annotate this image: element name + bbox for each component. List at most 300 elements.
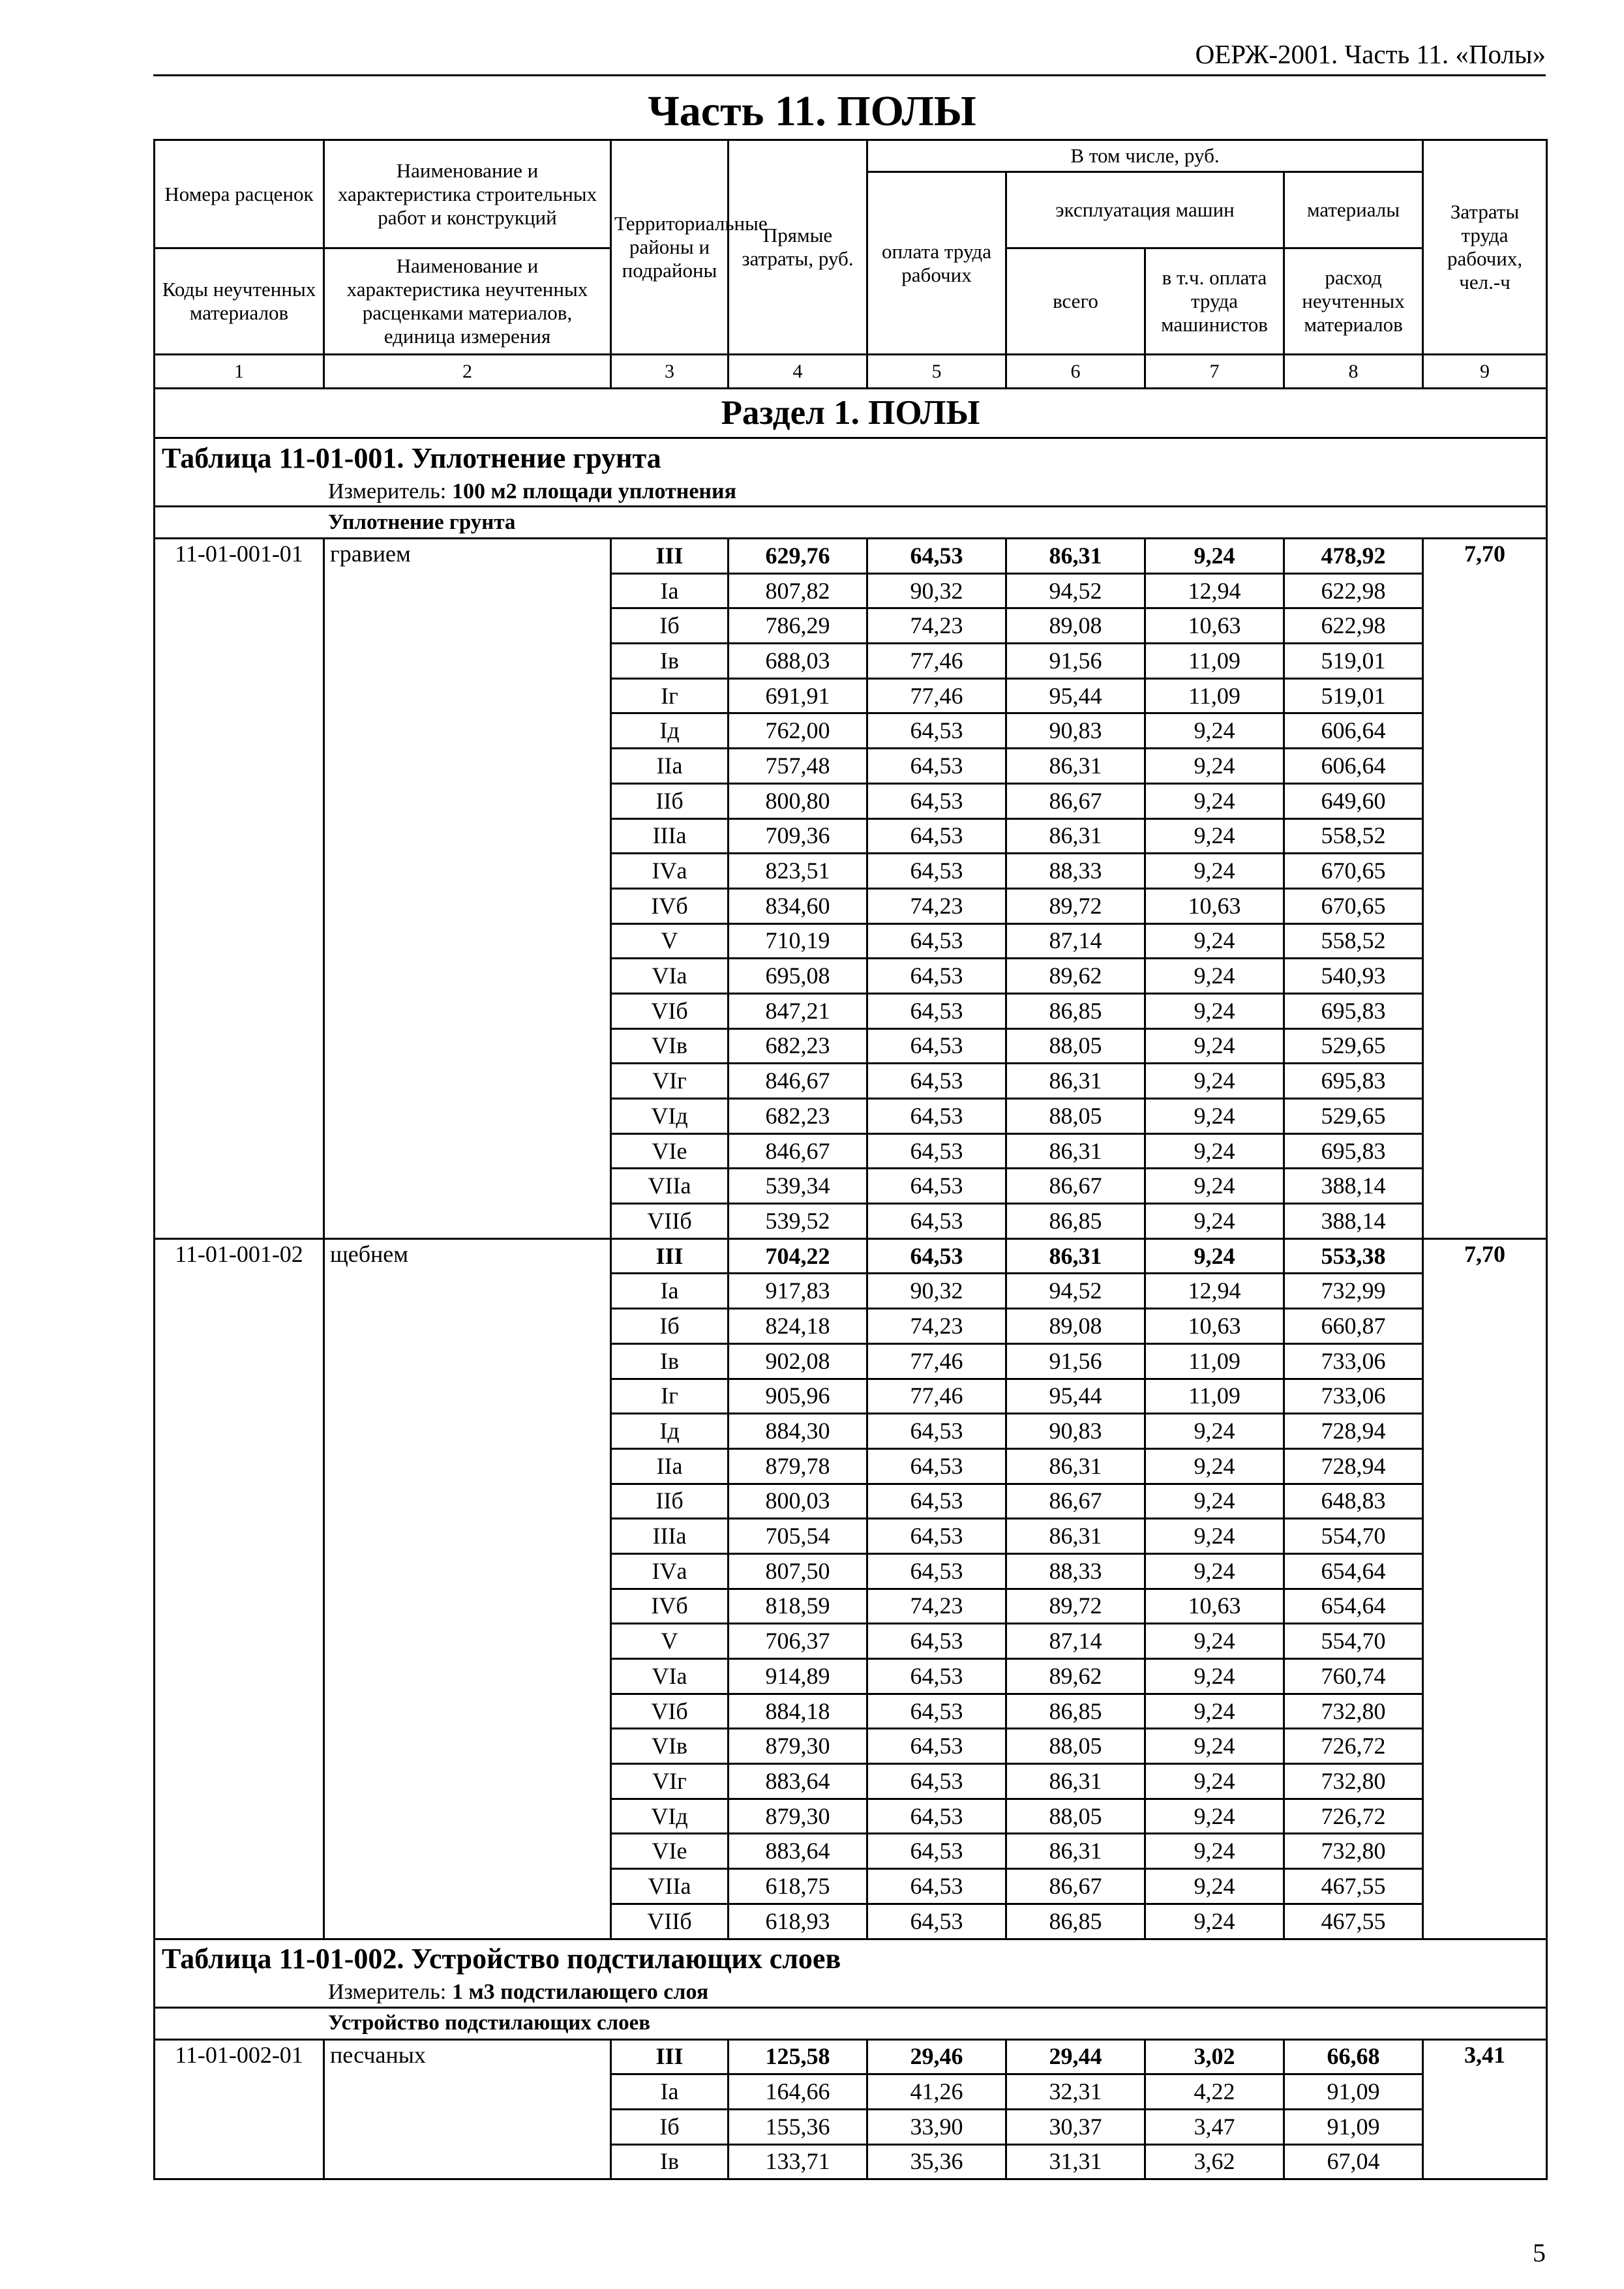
direct-costs: 706,37 bbox=[729, 1624, 867, 1659]
machine-total: 91,56 bbox=[1006, 644, 1145, 679]
territory-district: IIа bbox=[611, 1448, 729, 1484]
direct-costs: 762,00 bbox=[729, 713, 867, 749]
machine-total: 91,56 bbox=[1006, 1343, 1145, 1379]
worker-wages: 64,53 bbox=[867, 1169, 1006, 1204]
included-header: В том числе, руб. bbox=[867, 140, 1423, 172]
direct-costs: 629,76 bbox=[729, 539, 867, 574]
worker-wages: 64,53 bbox=[867, 1414, 1006, 1449]
materials-cost: 660,87 bbox=[1284, 1309, 1423, 1344]
materials-cost: 558,52 bbox=[1284, 818, 1423, 854]
direct-costs: 155,36 bbox=[729, 2109, 867, 2144]
worker-wages: 74,23 bbox=[867, 1309, 1006, 1344]
materials-cost: 606,64 bbox=[1284, 749, 1423, 784]
machinist-wages: 10,63 bbox=[1145, 1309, 1284, 1344]
direct-costs: 705,54 bbox=[729, 1519, 867, 1554]
materials-cost: 648,83 bbox=[1284, 1484, 1423, 1519]
machinist-wages: 10,63 bbox=[1145, 1589, 1284, 1624]
direct-costs: 807,50 bbox=[729, 1553, 867, 1589]
worker-wages: 64,53 bbox=[867, 1484, 1006, 1519]
worker-wages: 64,53 bbox=[867, 1238, 1006, 1274]
machinist-wages: 9,24 bbox=[1145, 749, 1284, 784]
col-1-top-header: Номера расценок bbox=[155, 140, 324, 248]
machines-header: эксплуатация машин bbox=[1006, 172, 1284, 248]
direct-costs: 539,34 bbox=[729, 1169, 867, 1204]
worker-wages: 64,53 bbox=[867, 1624, 1006, 1659]
territory-district: IIб bbox=[611, 1484, 729, 1519]
territory-district: VIб bbox=[611, 1694, 729, 1729]
worker-wages: 33,90 bbox=[867, 2109, 1006, 2144]
machine-total: 86,85 bbox=[1006, 1904, 1145, 1939]
direct-costs: 818,59 bbox=[729, 1589, 867, 1624]
machine-total: 86,67 bbox=[1006, 1484, 1145, 1519]
running-header: ОЕРЖ-2001. Часть 11. «Полы» bbox=[1195, 39, 1546, 69]
machinist-wages: 9,24 bbox=[1145, 854, 1284, 889]
worker-wages: 64,53 bbox=[867, 1694, 1006, 1729]
machinist-wages: 11,09 bbox=[1145, 1343, 1284, 1379]
machine-total: 31,31 bbox=[1006, 2144, 1145, 2179]
col-2-bottom-header: Наименование и характеристика неучтенных расценками материалов, единица измерения bbox=[324, 248, 611, 355]
measure-cell bbox=[155, 477, 1547, 507]
materials-cost: 467,55 bbox=[1284, 1869, 1423, 1904]
measure-value: 100 м2 площади уплотнения bbox=[452, 479, 736, 503]
materials-cost: 553,38 bbox=[1284, 1238, 1423, 1274]
materials-cost: 760,74 bbox=[1284, 1659, 1423, 1694]
machinist-wages: 9,24 bbox=[1145, 1764, 1284, 1799]
worker-wages: 64,53 bbox=[867, 539, 1006, 574]
territory-district: VIг bbox=[611, 1064, 729, 1099]
territory-district: Iв bbox=[611, 644, 729, 679]
worker-wages: 64,53 bbox=[867, 713, 1006, 749]
machinist-wages: 9,24 bbox=[1145, 1553, 1284, 1589]
worker-wages: 29,46 bbox=[867, 2039, 1006, 2074]
territory-district: VIIб bbox=[611, 1204, 729, 1239]
materials-cost: 728,94 bbox=[1284, 1448, 1423, 1484]
col-5-header: оплата труда рабочих bbox=[867, 172, 1006, 355]
territory-district: IIа bbox=[611, 749, 729, 784]
machinist-wages: 12,94 bbox=[1145, 1274, 1284, 1309]
materials-cost: 695,83 bbox=[1284, 993, 1423, 1028]
territory-district: VIг bbox=[611, 1764, 729, 1799]
territory-district: Iб bbox=[611, 1309, 729, 1344]
machinist-wages: 9,24 bbox=[1145, 1834, 1284, 1869]
table-row bbox=[155, 2039, 1547, 2074]
measure-row bbox=[155, 1978, 1547, 2008]
territory-district: IVб bbox=[611, 888, 729, 923]
materials-cost: 606,64 bbox=[1284, 713, 1423, 749]
machinist-wages: 3,62 bbox=[1145, 2144, 1284, 2179]
materials-cost: 622,98 bbox=[1284, 573, 1423, 608]
worker-wages: 77,46 bbox=[867, 644, 1006, 679]
territory-district: V bbox=[611, 1624, 729, 1659]
measure-cell bbox=[155, 1978, 1547, 2008]
column-number: 6 bbox=[1006, 355, 1145, 389]
page-number: 5 bbox=[1533, 2238, 1546, 2267]
worker-wages: 64,53 bbox=[867, 1904, 1006, 1939]
table-title-row bbox=[155, 438, 1547, 477]
direct-costs: 879,78 bbox=[729, 1448, 867, 1484]
territory-district: Iв bbox=[611, 1343, 729, 1379]
machinist-wages: 9,24 bbox=[1145, 1869, 1284, 1904]
territory-district: IIIа bbox=[611, 1519, 729, 1554]
worker-wages: 64,53 bbox=[867, 923, 1006, 959]
machine-total: 86,31 bbox=[1006, 1064, 1145, 1099]
materials-cost: 732,99 bbox=[1284, 1274, 1423, 1309]
materials-cost: 66,68 bbox=[1284, 2039, 1423, 2074]
machinist-wages: 11,09 bbox=[1145, 1379, 1284, 1414]
machine-total: 87,14 bbox=[1006, 923, 1145, 959]
column-number: 4 bbox=[729, 355, 867, 389]
worker-wages: 64,53 bbox=[867, 1519, 1006, 1554]
part-title: Часть 11. ПОЛЫ bbox=[648, 87, 976, 135]
rate-code: 11-01-001-02 bbox=[155, 1238, 324, 1939]
direct-costs: 618,93 bbox=[729, 1904, 867, 1939]
section-title: Раздел 1. ПОЛЫ bbox=[155, 389, 1547, 438]
machinist-wages: 9,24 bbox=[1145, 1904, 1284, 1939]
materials-cost: 654,64 bbox=[1284, 1589, 1423, 1624]
territory-district: Iд bbox=[611, 1414, 729, 1449]
direct-costs: 884,30 bbox=[729, 1414, 867, 1449]
direct-costs: 125,58 bbox=[729, 2039, 867, 2074]
machine-total: 88,33 bbox=[1006, 854, 1145, 889]
machinist-wages: 3,47 bbox=[1145, 2109, 1284, 2144]
materials-cost: 728,94 bbox=[1284, 1414, 1423, 1449]
machinist-wages: 9,24 bbox=[1145, 923, 1284, 959]
direct-costs: 834,60 bbox=[729, 888, 867, 923]
machinist-wages: 9,24 bbox=[1145, 1484, 1284, 1519]
machinist-wages: 9,24 bbox=[1145, 1448, 1284, 1484]
materials-cost: 478,92 bbox=[1284, 539, 1423, 574]
machinist-wages: 9,24 bbox=[1145, 818, 1284, 854]
worker-wages: 64,53 bbox=[867, 1729, 1006, 1764]
direct-costs: 823,51 bbox=[729, 854, 867, 889]
direct-costs: 914,89 bbox=[729, 1659, 867, 1694]
col-2-top-header: Наименование и характеристика строительных работ и конструкций bbox=[324, 140, 611, 248]
machinist-wages: 9,24 bbox=[1145, 1238, 1284, 1274]
machine-total: 86,85 bbox=[1006, 1694, 1145, 1729]
machine-total: 86,31 bbox=[1006, 1764, 1145, 1799]
direct-costs: 883,64 bbox=[729, 1834, 867, 1869]
worker-wages: 90,32 bbox=[867, 573, 1006, 608]
column-numbers-row bbox=[155, 355, 1547, 389]
territory-district: VIв bbox=[611, 1729, 729, 1764]
worker-wages: 64,53 bbox=[867, 1028, 1006, 1064]
machine-total: 95,44 bbox=[1006, 1379, 1145, 1414]
col-8-header: расход неучтенных материалов bbox=[1284, 248, 1423, 355]
machine-total: 90,83 bbox=[1006, 713, 1145, 749]
worker-wages: 64,53 bbox=[867, 1799, 1006, 1834]
worker-wages: 64,53 bbox=[867, 1448, 1006, 1484]
measure-label: Измеритель: bbox=[328, 1980, 447, 2004]
machine-total: 30,37 bbox=[1006, 2109, 1145, 2144]
machinist-wages: 9,24 bbox=[1145, 1099, 1284, 1134]
worker-wages: 64,53 bbox=[867, 783, 1006, 818]
worker-wages: 64,53 bbox=[867, 1204, 1006, 1239]
territory-district: IVб bbox=[611, 1589, 729, 1624]
price-table bbox=[153, 139, 1548, 2180]
machine-total: 86,67 bbox=[1006, 1169, 1145, 1204]
machinist-wages: 9,24 bbox=[1145, 1519, 1284, 1554]
materials-cost: 670,65 bbox=[1284, 888, 1423, 923]
direct-costs: 846,67 bbox=[729, 1133, 867, 1169]
worker-wages: 90,32 bbox=[867, 1274, 1006, 1309]
col-6-header: всего bbox=[1006, 248, 1145, 355]
machinist-wages: 12,94 bbox=[1145, 573, 1284, 608]
direct-costs: 884,18 bbox=[729, 1694, 867, 1729]
territory-district: VIе bbox=[611, 1133, 729, 1169]
materials-cost: 529,65 bbox=[1284, 1099, 1423, 1134]
territory-district: VIд bbox=[611, 1799, 729, 1834]
table-title: Таблица 11-01-001. Уплотнение грунта bbox=[155, 438, 1547, 477]
column-number: 5 bbox=[867, 355, 1006, 389]
materials-cost: 467,55 bbox=[1284, 1904, 1423, 1939]
materials-cost: 732,80 bbox=[1284, 1834, 1423, 1869]
table-row bbox=[155, 1238, 1547, 1274]
machine-total: 88,05 bbox=[1006, 1799, 1145, 1834]
direct-costs: 902,08 bbox=[729, 1343, 867, 1379]
table-body bbox=[155, 140, 1547, 2179]
territory-district: VIа bbox=[611, 959, 729, 994]
materials-header: материалы bbox=[1284, 172, 1423, 248]
machinist-wages: 9,24 bbox=[1145, 993, 1284, 1028]
machinist-wages: 9,24 bbox=[1145, 1028, 1284, 1064]
labor-costs: 7,70 bbox=[1423, 539, 1547, 1239]
machine-total: 95,44 bbox=[1006, 678, 1145, 713]
direct-costs: 757,48 bbox=[729, 749, 867, 784]
territory-district: Iб bbox=[611, 2109, 729, 2144]
machinist-wages: 9,24 bbox=[1145, 1133, 1284, 1169]
machine-total: 88,05 bbox=[1006, 1099, 1145, 1134]
machine-total: 89,62 bbox=[1006, 959, 1145, 994]
machine-total: 86,31 bbox=[1006, 1133, 1145, 1169]
machinist-wages: 9,24 bbox=[1145, 1729, 1284, 1764]
machinist-wages: 9,24 bbox=[1145, 1414, 1284, 1449]
worker-wages: 77,46 bbox=[867, 1343, 1006, 1379]
territory-district: V bbox=[611, 923, 729, 959]
materials-cost: 732,80 bbox=[1284, 1694, 1423, 1729]
territory-district: III bbox=[611, 539, 729, 574]
territory-district: Iа bbox=[611, 573, 729, 608]
table-subtitle: Устройство подстилающих слоев bbox=[155, 2007, 1547, 2039]
labor-costs: 3,41 bbox=[1423, 2039, 1547, 2179]
col-7-header: в т.ч. оплата труда машинистов bbox=[1145, 248, 1284, 355]
subtitle-row bbox=[155, 507, 1547, 539]
materials-cost: 519,01 bbox=[1284, 678, 1423, 713]
machine-total: 86,85 bbox=[1006, 993, 1145, 1028]
territory-district: Iг bbox=[611, 678, 729, 713]
territory-district: VIIб bbox=[611, 1904, 729, 1939]
territory-district: III bbox=[611, 1238, 729, 1274]
territory-district: VIе bbox=[611, 1834, 729, 1869]
worker-wages: 74,23 bbox=[867, 888, 1006, 923]
territory-district: VIв bbox=[611, 1028, 729, 1064]
table-subtitle: Уплотнение грунта bbox=[155, 507, 1547, 539]
measure-label: Измеритель: bbox=[328, 479, 447, 503]
machine-total: 32,31 bbox=[1006, 2074, 1145, 2110]
worker-wages: 41,26 bbox=[867, 2074, 1006, 2110]
materials-cost: 540,93 bbox=[1284, 959, 1423, 994]
direct-costs: 846,67 bbox=[729, 1064, 867, 1099]
machine-total: 94,52 bbox=[1006, 1274, 1145, 1309]
col-4-header: Прямые затраты, руб. bbox=[729, 140, 867, 355]
territory-district: Iа bbox=[611, 2074, 729, 2110]
column-number: 9 bbox=[1423, 355, 1547, 389]
machinist-wages: 9,24 bbox=[1145, 1064, 1284, 1099]
materials-cost: 554,70 bbox=[1284, 1624, 1423, 1659]
column-number: 3 bbox=[611, 355, 729, 389]
materials-cost: 732,80 bbox=[1284, 1764, 1423, 1799]
machine-total: 86,31 bbox=[1006, 1834, 1145, 1869]
machine-total: 86,31 bbox=[1006, 749, 1145, 784]
direct-costs: 847,21 bbox=[729, 993, 867, 1028]
machine-total: 86,31 bbox=[1006, 539, 1145, 574]
col-3-header: Территориальные районы и подрайоны bbox=[611, 140, 729, 355]
machine-total: 86,31 bbox=[1006, 1519, 1145, 1554]
machine-total: 89,72 bbox=[1006, 888, 1145, 923]
machine-total: 89,72 bbox=[1006, 1589, 1145, 1624]
machinist-wages: 11,09 bbox=[1145, 678, 1284, 713]
territory-district: VIIа bbox=[611, 1869, 729, 1904]
machinist-wages: 9,24 bbox=[1145, 1624, 1284, 1659]
machine-total: 89,08 bbox=[1006, 1309, 1145, 1344]
work-name: песчаных bbox=[324, 2039, 611, 2179]
machinist-wages: 9,24 bbox=[1145, 713, 1284, 749]
direct-costs: 800,80 bbox=[729, 783, 867, 818]
machinist-wages: 9,24 bbox=[1145, 783, 1284, 818]
machinist-wages: 11,09 bbox=[1145, 644, 1284, 679]
materials-cost: 388,14 bbox=[1284, 1169, 1423, 1204]
territory-district: VIб bbox=[611, 993, 729, 1028]
direct-costs: 539,52 bbox=[729, 1204, 867, 1239]
worker-wages: 74,23 bbox=[867, 1589, 1006, 1624]
territory-district: VIа bbox=[611, 1659, 729, 1694]
machine-total: 94,52 bbox=[1006, 573, 1145, 608]
materials-cost: 726,72 bbox=[1284, 1799, 1423, 1834]
materials-cost: 554,70 bbox=[1284, 1519, 1423, 1554]
direct-costs: 709,36 bbox=[729, 818, 867, 854]
machine-total: 88,05 bbox=[1006, 1729, 1145, 1764]
column-number: 2 bbox=[324, 355, 611, 389]
direct-costs: 905,96 bbox=[729, 1379, 867, 1414]
territory-district: Iб bbox=[611, 608, 729, 644]
work-name: щебнем bbox=[324, 1238, 611, 1939]
direct-costs: 133,71 bbox=[729, 2144, 867, 2179]
territory-district: IVа bbox=[611, 854, 729, 889]
machine-total: 86,31 bbox=[1006, 1238, 1145, 1274]
materials-cost: 733,06 bbox=[1284, 1379, 1423, 1414]
direct-costs: 917,83 bbox=[729, 1274, 867, 1309]
machine-total: 86,31 bbox=[1006, 1448, 1145, 1484]
machinist-wages: 3,02 bbox=[1145, 2039, 1284, 2074]
machinist-wages: 9,24 bbox=[1145, 539, 1284, 574]
worker-wages: 64,53 bbox=[867, 1553, 1006, 1589]
direct-costs: 883,64 bbox=[729, 1764, 867, 1799]
worker-wages: 64,53 bbox=[867, 1659, 1006, 1694]
machine-total: 86,67 bbox=[1006, 1869, 1145, 1904]
materials-cost: 695,83 bbox=[1284, 1064, 1423, 1099]
worker-wages: 64,53 bbox=[867, 993, 1006, 1028]
measure-row bbox=[155, 477, 1547, 507]
machine-total: 88,33 bbox=[1006, 1553, 1145, 1589]
direct-costs: 695,08 bbox=[729, 959, 867, 994]
worker-wages: 64,53 bbox=[867, 1099, 1006, 1134]
territory-district: Iг bbox=[611, 1379, 729, 1414]
direct-costs: 682,23 bbox=[729, 1028, 867, 1064]
machine-total: 86,31 bbox=[1006, 818, 1145, 854]
materials-cost: 726,72 bbox=[1284, 1729, 1423, 1764]
machine-total: 87,14 bbox=[1006, 1624, 1145, 1659]
work-name: гравием bbox=[324, 539, 611, 1239]
worker-wages: 64,53 bbox=[867, 1869, 1006, 1904]
machinist-wages: 9,24 bbox=[1145, 1694, 1284, 1729]
territory-district: III bbox=[611, 2039, 729, 2074]
worker-wages: 64,53 bbox=[867, 854, 1006, 889]
direct-costs: 691,91 bbox=[729, 678, 867, 713]
labor-costs: 7,70 bbox=[1423, 1238, 1547, 1939]
direct-costs: 824,18 bbox=[729, 1309, 867, 1344]
col-9-header: Затраты труда рабочих, чел.-ч bbox=[1423, 140, 1547, 355]
direct-costs: 786,29 bbox=[729, 608, 867, 644]
machinist-wages: 10,63 bbox=[1145, 888, 1284, 923]
materials-cost: 558,52 bbox=[1284, 923, 1423, 959]
direct-costs: 704,22 bbox=[729, 1238, 867, 1274]
rate-code: 11-01-001-01 bbox=[155, 539, 324, 1239]
materials-cost: 67,04 bbox=[1284, 2144, 1423, 2179]
materials-cost: 529,65 bbox=[1284, 1028, 1423, 1064]
direct-costs: 618,75 bbox=[729, 1869, 867, 1904]
column-number: 7 bbox=[1145, 355, 1284, 389]
territory-district: Iд bbox=[611, 713, 729, 749]
rate-code: 11-01-002-01 bbox=[155, 2039, 324, 2179]
machine-total: 86,67 bbox=[1006, 783, 1145, 818]
materials-cost: 388,14 bbox=[1284, 1204, 1423, 1239]
materials-cost: 695,83 bbox=[1284, 1133, 1423, 1169]
section-row bbox=[155, 389, 1547, 438]
worker-wages: 77,46 bbox=[867, 1379, 1006, 1414]
worker-wages: 64,53 bbox=[867, 1764, 1006, 1799]
worker-wages: 64,53 bbox=[867, 1834, 1006, 1869]
col-1-bottom-header: Коды неучтенных материалов bbox=[155, 248, 324, 355]
materials-cost: 91,09 bbox=[1284, 2074, 1423, 2110]
materials-cost: 654,64 bbox=[1284, 1553, 1423, 1589]
machine-total: 29,44 bbox=[1006, 2039, 1145, 2074]
territory-district: VIIа bbox=[611, 1169, 729, 1204]
machine-total: 86,85 bbox=[1006, 1204, 1145, 1239]
machine-total: 89,08 bbox=[1006, 608, 1145, 644]
column-number: 8 bbox=[1284, 355, 1423, 389]
header-rule bbox=[153, 74, 1546, 76]
subtitle-row bbox=[155, 2007, 1547, 2039]
direct-costs: 879,30 bbox=[729, 1729, 867, 1764]
header-row-1 bbox=[155, 140, 1547, 172]
worker-wages: 64,53 bbox=[867, 959, 1006, 994]
machinist-wages: 9,24 bbox=[1145, 1204, 1284, 1239]
territory-district: IIб bbox=[611, 783, 729, 818]
measure-value: 1 м3 подстилающего слоя bbox=[452, 1980, 709, 2004]
direct-costs: 164,66 bbox=[729, 2074, 867, 2110]
materials-cost: 733,06 bbox=[1284, 1343, 1423, 1379]
machinist-wages: 9,24 bbox=[1145, 1169, 1284, 1204]
table-row bbox=[155, 539, 1547, 574]
direct-costs: 800,03 bbox=[729, 1484, 867, 1519]
materials-cost: 649,60 bbox=[1284, 783, 1423, 818]
machinist-wages: 4,22 bbox=[1145, 2074, 1284, 2110]
materials-cost: 622,98 bbox=[1284, 608, 1423, 644]
column-number: 1 bbox=[155, 355, 324, 389]
materials-cost: 519,01 bbox=[1284, 644, 1423, 679]
direct-costs: 688,03 bbox=[729, 644, 867, 679]
territory-district: Iа bbox=[611, 1274, 729, 1309]
territory-district: VIд bbox=[611, 1099, 729, 1134]
